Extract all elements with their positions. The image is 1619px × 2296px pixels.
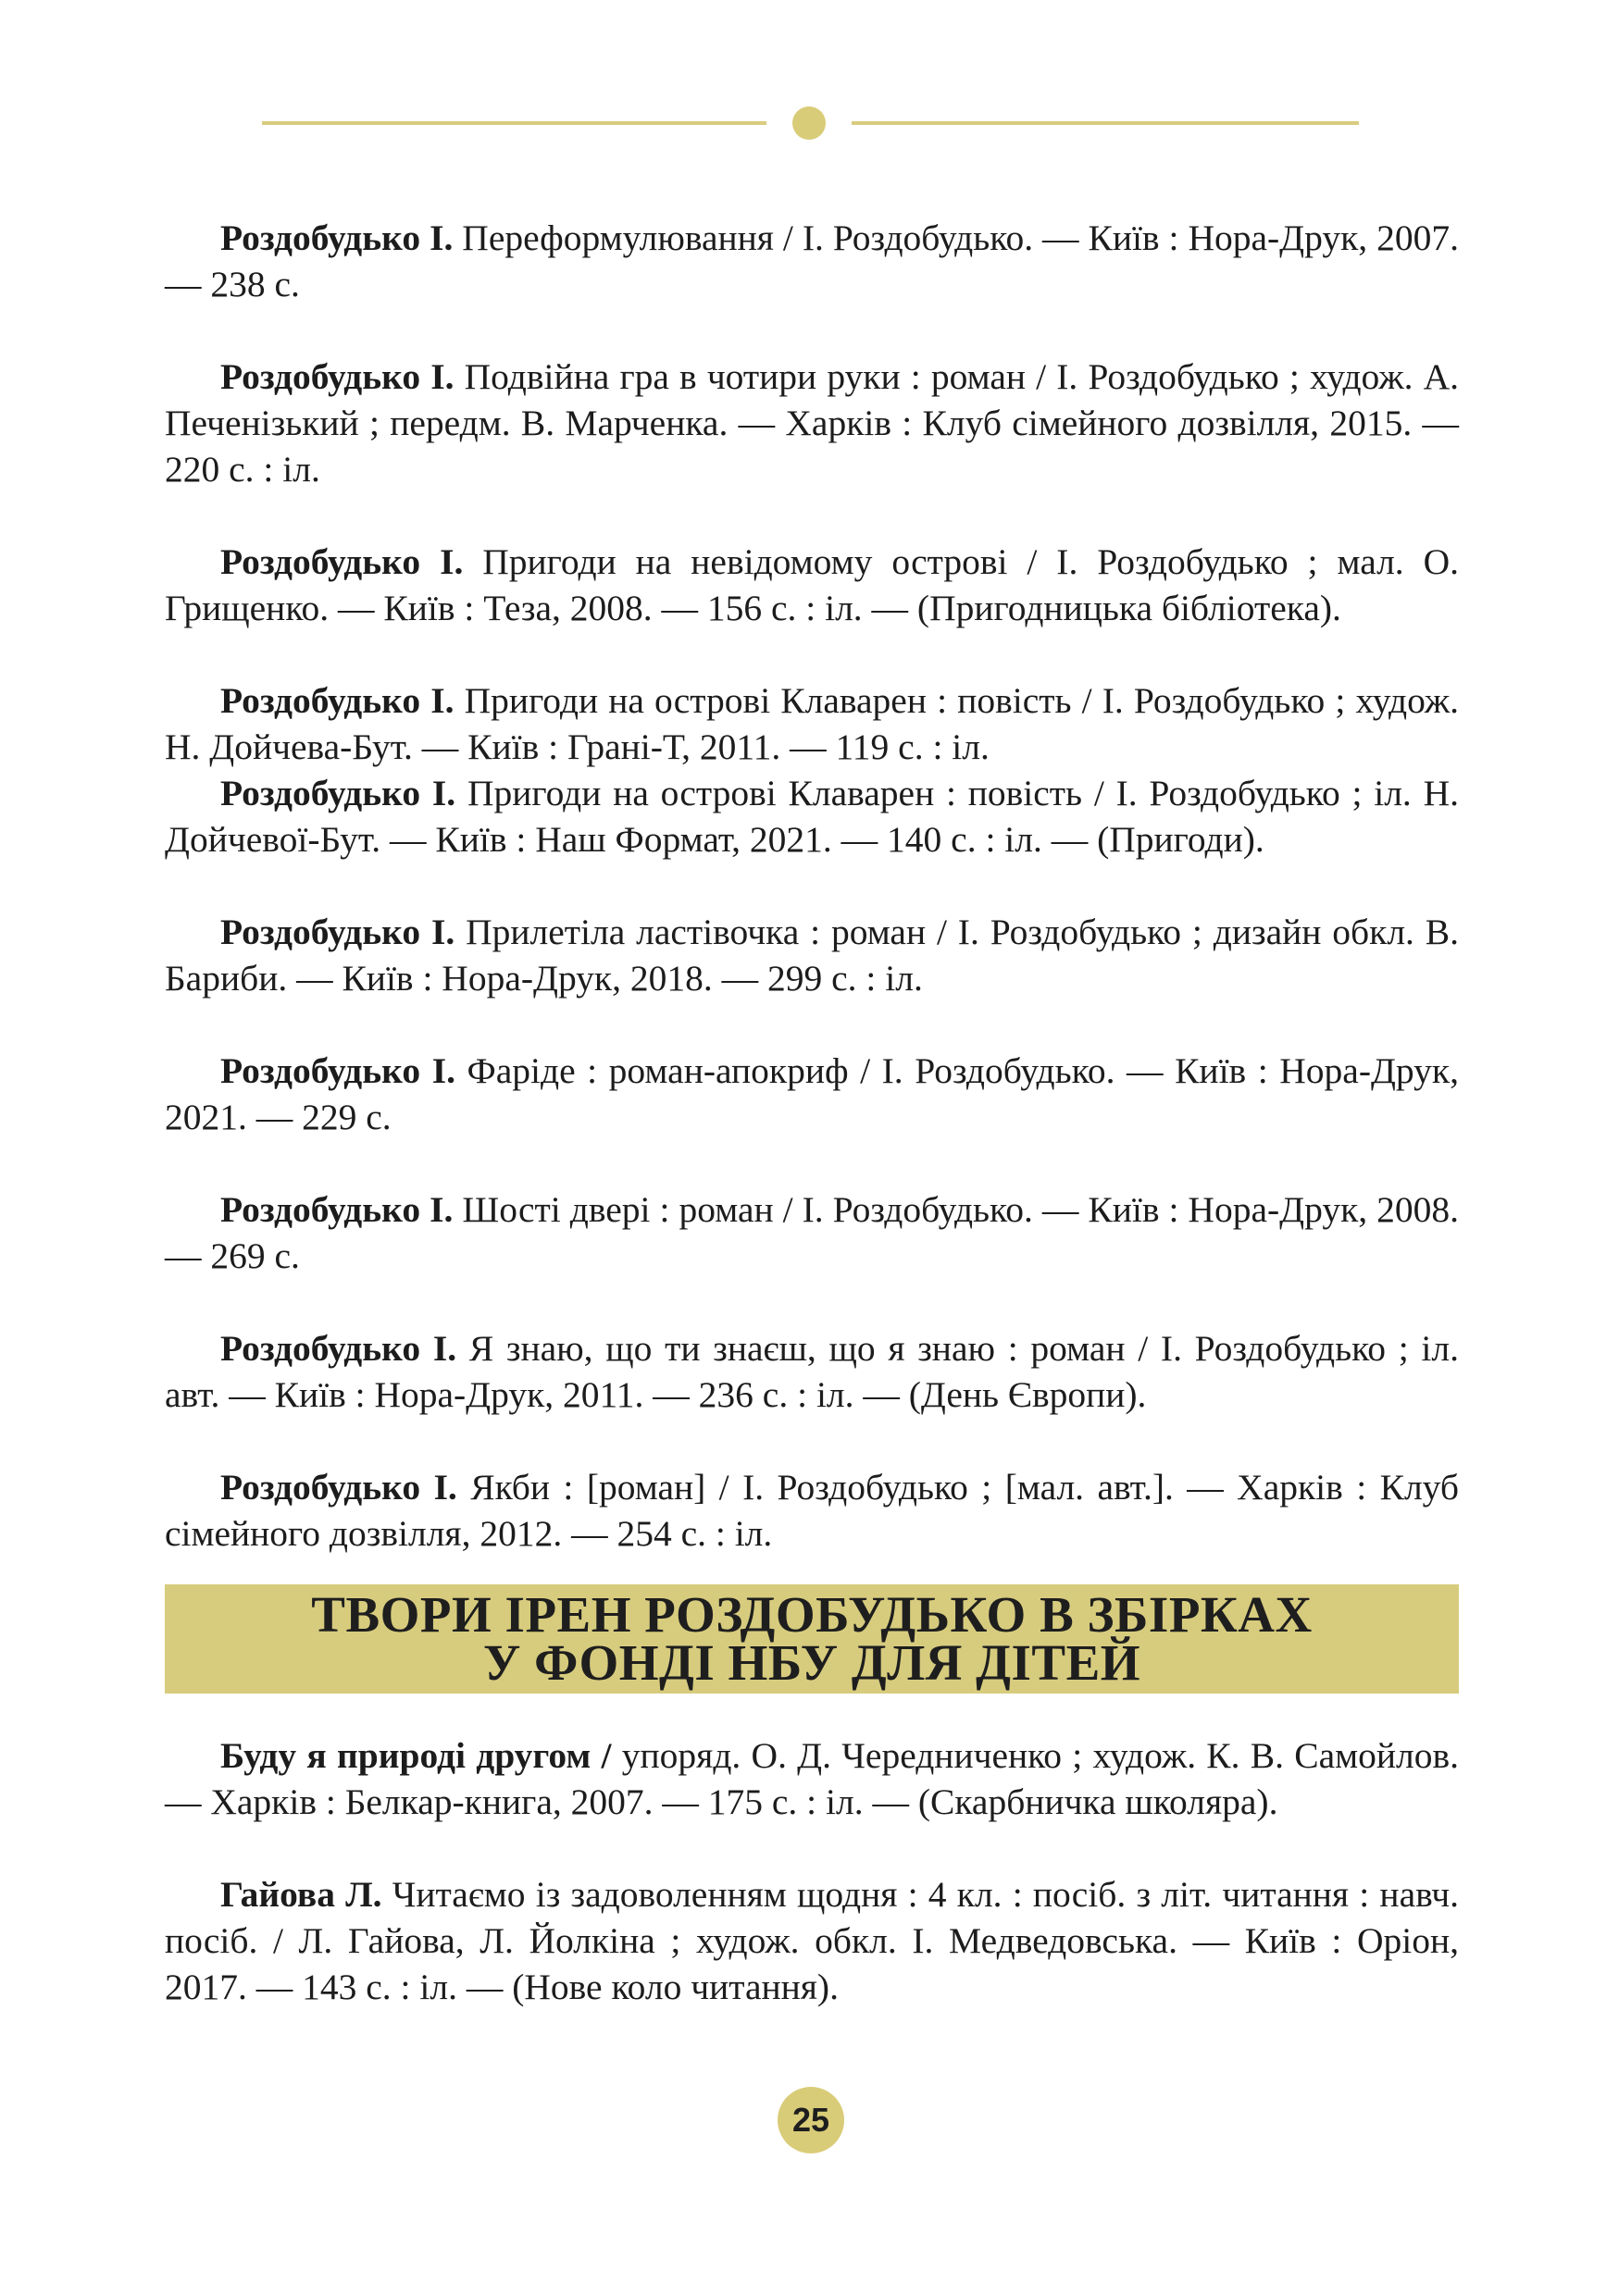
entry-author: Гайова Л.	[220, 1874, 382, 1915]
bibliography-entry	[165, 1048, 1459, 1140]
ornament-line-right	[852, 121, 1359, 125]
entry-author: Роздобудько І.	[220, 773, 456, 813]
bibliography-entry	[165, 539, 1459, 631]
entry-text: упоряд. О. Д. Чередниченко ; худож. К. В. Самойлов. — Харків : Белкар-книга, 2007. — 175 с. : іл. — (Скарбничка школяра).	[165, 1735, 1459, 1822]
entry-author: Роздобудько І.	[220, 217, 454, 258]
entry-author: Роздобудько І.	[220, 1328, 457, 1369]
bibliography-entry	[165, 215, 1459, 307]
entry-text: Якби : [роман] / І. Роздобудько ; [мал. авт.]. — Харків : Клуб сімейного дозвілля, 2012. — 254 с. : іл.	[165, 1467, 1459, 1554]
bibliography-content	[165, 215, 1459, 2010]
ornament-dot	[792, 106, 826, 140]
bibliography-entry	[165, 677, 1459, 770]
entry-author: Роздобудько І.	[220, 912, 455, 952]
ornament-line-left	[262, 121, 766, 125]
bibliography-entry	[165, 1186, 1459, 1279]
bibliography-list-top	[165, 215, 1459, 1557]
bibliography-entry	[165, 770, 1459, 863]
header-ornament	[0, 0, 1619, 250]
entry-text: Пригоди на острові Клаварен : повість / І. Роздобудько ; худож. Н. Дойчева-Бут. — Київ : Грані-Т, 2011. — 119 с. : іл.	[165, 680, 1460, 767]
bibliography-entry	[165, 354, 1459, 492]
entry-author: Роздобудько І.	[220, 356, 455, 397]
bibliography-entry	[165, 1464, 1459, 1557]
entry-text: Подвійна гра в чотири руки : роман / І. Роздобудько ; худож. А. Печенізький ; передм. В. Марченка. — Харків : Клуб сімейного дозвілля, 2015. — 220 с. : іл.	[165, 356, 1460, 490]
bibliography-entry	[165, 909, 1459, 1001]
bibliography-list-bottom	[165, 1732, 1459, 2010]
page-number-badge: 25	[778, 2087, 844, 2153]
entry-author: Роздобудько І.	[220, 1467, 457, 1508]
entry-text: Прилетіла ластівочка : роман / І. Роздобудько ; дизайн обкл. В. Бариби. — Київ : Нора-Друк, 2018. — 299 с. : іл.	[165, 912, 1459, 999]
entry-author: Буду я природі другом /	[220, 1735, 612, 1776]
entry-text: Фаріде : роман-апокриф / І. Роздобудько. — Київ : Нора-Друк, 2021. — 229 с.	[165, 1050, 1459, 1137]
entry-author: Роздобудько І.	[220, 1189, 454, 1230]
entry-author: Роздобудько І.	[220, 680, 455, 721]
bibliography-entry	[165, 1871, 1459, 2010]
entry-text: Читаємо із задоволенням щодня : 4 кл. : посіб. з літ. читання : навч. посіб. / Л. Гайова, Л. Йолкіна ; худож. обкл. І. Медведовська. — Київ : Оріон, 2017. — 143 с. : іл. — (Нове коло читання).	[165, 1874, 1459, 2007]
entry-author: Роздобудько І.	[220, 1050, 455, 1091]
entry-author: Роздобудько І.	[220, 541, 464, 582]
entry-text: Пригоди на острові Клаварен : повість / І. Роздобудько ; іл. Н. Дойчевої-Бут. — Київ : Наш Формат, 2021. — 140 с. : іл. — (Пригоди).	[165, 773, 1459, 860]
bibliography-entry	[165, 1325, 1459, 1418]
section-heading-line-2: У ФОНДІ НБУ ДЛЯ ДІТЕЙ	[482, 1634, 1141, 1691]
entry-text: Я знаю, що ти знаєш, що я знаю : роман / І. Роздобудько ; іл. авт. — Київ : Нора-Друк, 2011. — 236 с. : іл. — (День Європи).	[165, 1328, 1459, 1415]
entry-text: Переформулювання / І. Роздобудько. — Київ : Нора-Друк, 2007. — 238 с.	[165, 217, 1459, 304]
bibliography-entry	[165, 1732, 1459, 1825]
section-heading-line-1: ТВОРИ ІРЕН РОЗДОБУДЬКО В ЗБІРКАХ	[311, 1586, 1313, 1643]
section-heading-banner	[165, 1584, 1459, 1694]
entry-text: Пригоди на невідомому острові / І. Роздобудько ; мал. О. Грищенко. — Київ : Теза, 2008. — 156 с. : іл. — (Пригодницька бібліотека).	[165, 541, 1459, 628]
entry-text: Шості двері : роман / І. Роздобудько. — Київ : Нора-Друк, 2008. — 269 с.	[165, 1189, 1459, 1276]
